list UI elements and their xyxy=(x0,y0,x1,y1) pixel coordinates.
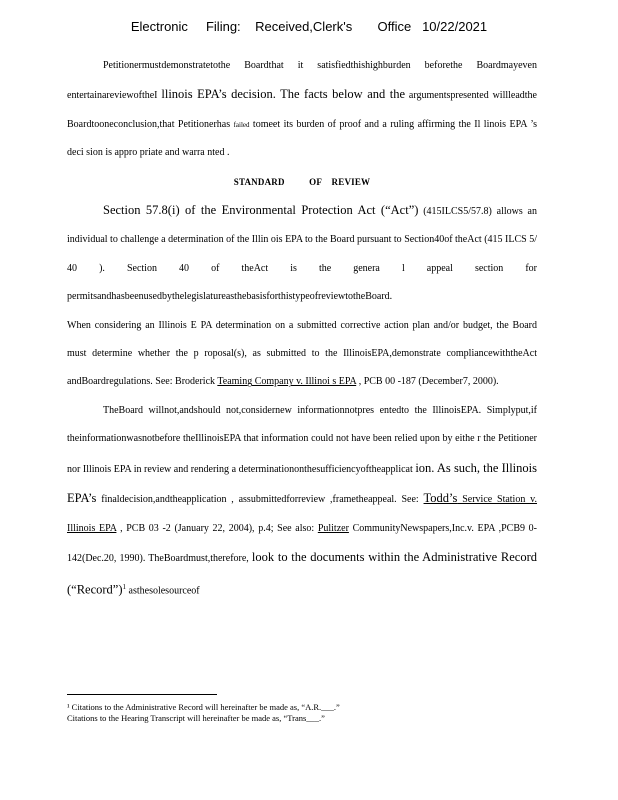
document-body xyxy=(67,52,537,606)
p4-text-c: finaldecision,andtheapplication , assubmittedforreview ,frametheappeal. See: xyxy=(96,494,424,506)
p2-text-b: (415ILCS5/57.8) allows an individual to challenge a determination of the Illin ois EPA to the Board pursuant to Section40of theAct (415 ILCS 5/ 40 ). Section 40 of theAct is the genera l appeal section for permitsandhasbeenusedbythelegislatureasthebasisforthistypeofreviewtotheBoard. xyxy=(67,206,537,303)
paragraph-section-57-8 xyxy=(67,196,537,312)
p2-text-a: Section 57.8(i) of the Environmental Protection Act (“Act”) xyxy=(103,203,419,218)
electronic-filing-header: Electronic Filing: Received,Clerk's Office 10/22/2021 xyxy=(130,19,488,34)
p4-text-i: look to the documents within the Administrative Record (“Record”) xyxy=(67,549,537,597)
paragraph-burden xyxy=(67,52,537,168)
p1-text-a: Petitionermustdemonstratetothe Boardthat it satisfiedthishighburden beforethe Boardmayeven entertainareviewoftheI xyxy=(67,60,537,102)
case-citation-broderick: Teaming Company v. Illinoi s EPA xyxy=(217,376,357,388)
p1-text-c: argumentspresented willleadthe Boardtooneconclusion,that Petitionerhas xyxy=(67,90,537,130)
p4-text-j: asthesolesourceof xyxy=(126,585,200,597)
paragraph-new-information xyxy=(67,397,537,606)
p4-text-a: TheBoard willnot,andshould not,considernew informationnotpres entedto the IllinoisEPA. Simplyput,if theinformationwasnotbefore theIllinoisEPA that information could not have been relied upon by eithe r the Petitioner nor Illinois EPA in review and rendering a determinationonthesufficiencyoftheapplicat xyxy=(67,404,537,475)
footnotes xyxy=(67,702,537,724)
p4-text-f: , PCB 03 -2 (January 22, 2004), p.4; See also: xyxy=(116,522,318,534)
p3-text-a: When considering an Illinois E PA determination on a submitted corrective action plan and/or budget, the Board must determine whether the p roposal(s), as submitted to the IllinoisEPA,demonstrate compliancewiththeAct andBoardregulations. See: Broderick xyxy=(67,319,537,388)
footnote-reference: 1 xyxy=(122,583,127,592)
p1-text-e: tomeet its burden of proof and a ruling affirming the Il linois EPA ’s deci sion is appro priate and warra nted . xyxy=(67,118,537,159)
p4-text-b: ion. As such, the Illinois EPA’s xyxy=(67,460,537,506)
footnote-1: ¹ Citations to the Administrative Record will hereinafter be made as, “A.R.___.” xyxy=(67,702,340,712)
case-citation-service-station: Service Station v. Illinois EPA xyxy=(67,494,538,534)
footnote-divider xyxy=(67,694,217,695)
section-heading-standard-of-review: STANDARD OF REVIEW xyxy=(233,176,371,187)
footnote-1-continued: Citations to the Hearing Transcript will hereinafter be made as, “Trans___.” xyxy=(67,713,325,723)
p3-text-c: , PCB 00 -187 (December7, 2000). xyxy=(356,376,499,388)
p1-text-b: llinois EPA’s decision. The facts below and the xyxy=(161,87,406,102)
case-citation-todds: Todd’s xyxy=(423,491,458,506)
p4-text-h: CommunityNewspapers,Inc.v. EPA ,PCB9 0-142(Dec.20, 1990). TheBoardmust,therefore, xyxy=(67,522,537,564)
p1-text-failed: failed xyxy=(233,120,250,129)
paragraph-when-considering xyxy=(67,312,537,397)
case-citation-pulitzer: Pulitzer xyxy=(317,522,349,534)
